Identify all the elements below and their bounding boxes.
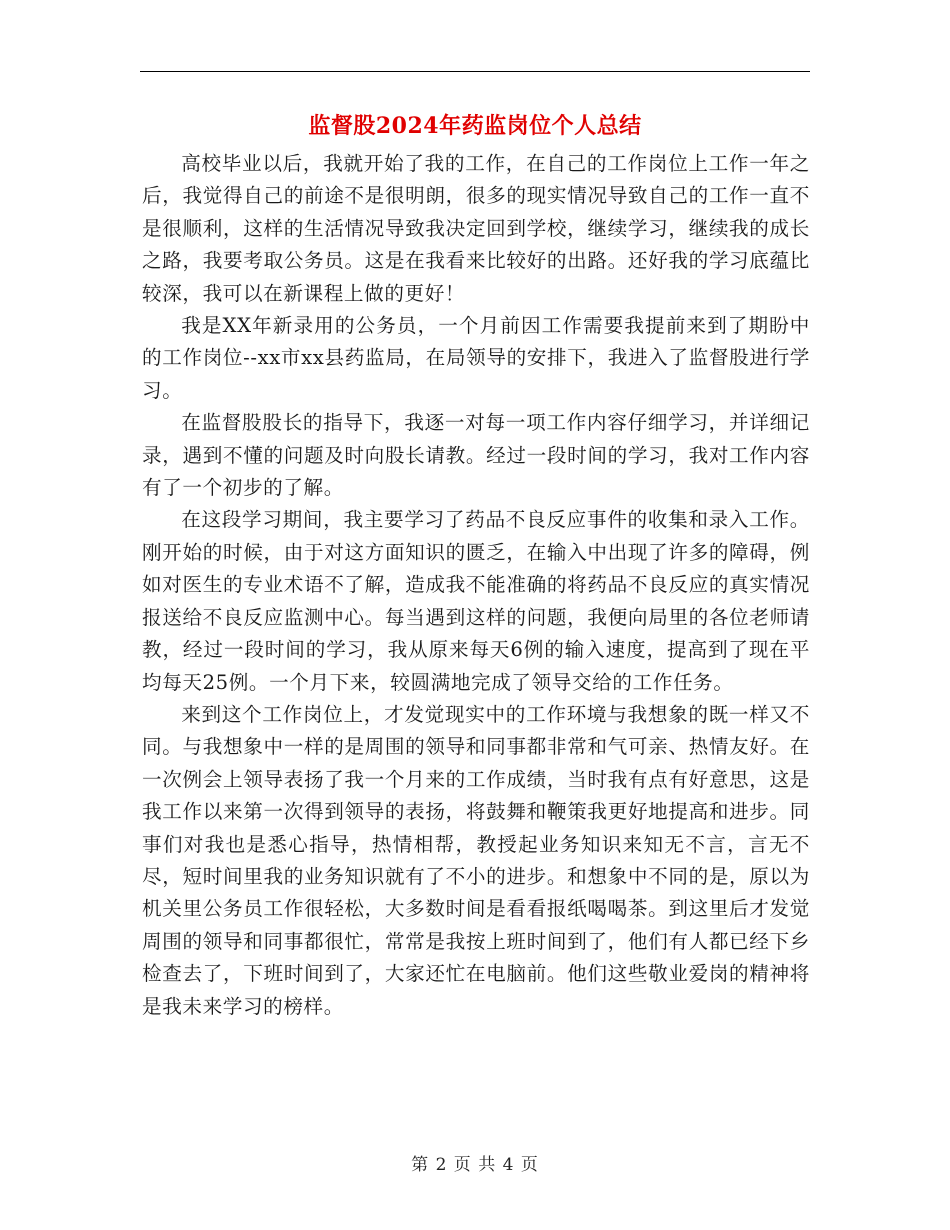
header-rule: [140, 71, 810, 72]
paragraph: 我是XX年新录用的公务员，一个月前因工作需要我提前来到了期盼中的工作岗位--xx市xx县药监局，在局领导的安排下，我进入了监督股进行学习。: [142, 314, 810, 402]
document-title: 监督股2024年药监岗位个人总结: [308, 113, 642, 139]
page-footer: [140, 1150, 810, 1180]
document-body: [142, 148, 810, 1023]
page-number-label: 第 2 页 共 4 页: [411, 1155, 539, 1175]
paragraph: 在这段学习期间，我主要学习了药品不良反应事件的收集和录入工作。刚开始的时候，由于对这方面知识的匮乏，在输入中出现了许多的障碍，例如对医生的专业术语不了解，造成我不能准确的将药品不良反应的真实情况报送给不良反应监测中心。每当遇到这样的问题，我便向局里的各位老师请教，经过一段时间的学习，我从原来每天6例的输入速度，提高到了现在平均每天25例。一个月下来，较圆满地完成了领导交给的工作任务。: [142, 508, 810, 694]
paragraph: 来到这个工作岗位上，才发觉现实中的工作环境与我想象的既一样又不同。与我想象中一样的是周围的领导和同事都非常和气可亲、热情友好。在一次例会上领导表扬了我一个月来的工作成绩，当时我有点有好意思，这是我工作以来第一次得到领导的表扬，将鼓舞和鞭策我更好地提高和进步。同事们对我也是悉心指导，热情相帮，教授起业务知识来知无不言，言无不尽，短时间里我的业务知识就有了不小的进步。和想象中不同的是，原以为机关里公务员工作很轻松，大多数时间是看看报纸喝喝茶。到这里后才发觉周围的领导和同事都很忙，常常是我按上班时间到了，他们有人都已经下乡检查去了，下班时间到了，大家还忙在电脑前。他们这些敬业爱岗的精神将是我未来学习的榜样。: [142, 702, 810, 1018]
paragraph: 在监督股股长的指导下，我逐一对每一项工作内容仔细学习，并详细记录，遇到不懂的问题及时向股长请教。经过一段时间的学习，我对工作内容有了一个初步的了解。: [142, 411, 810, 500]
paragraph: 高校毕业以后，我就开始了我的工作，在自己的工作岗位上工作一年之后，我觉得自己的前途不是很明朗，很多的现实情况导致自己的工作一直不是很顺利，这样的生活情况导致我决定回到学校，继续学习，继续我的成长之路，我要考取公务员。这是在我看来比较好的出路。还好我的学习底蕴比较深，我可以在新课程上做的更好！: [142, 152, 810, 305]
